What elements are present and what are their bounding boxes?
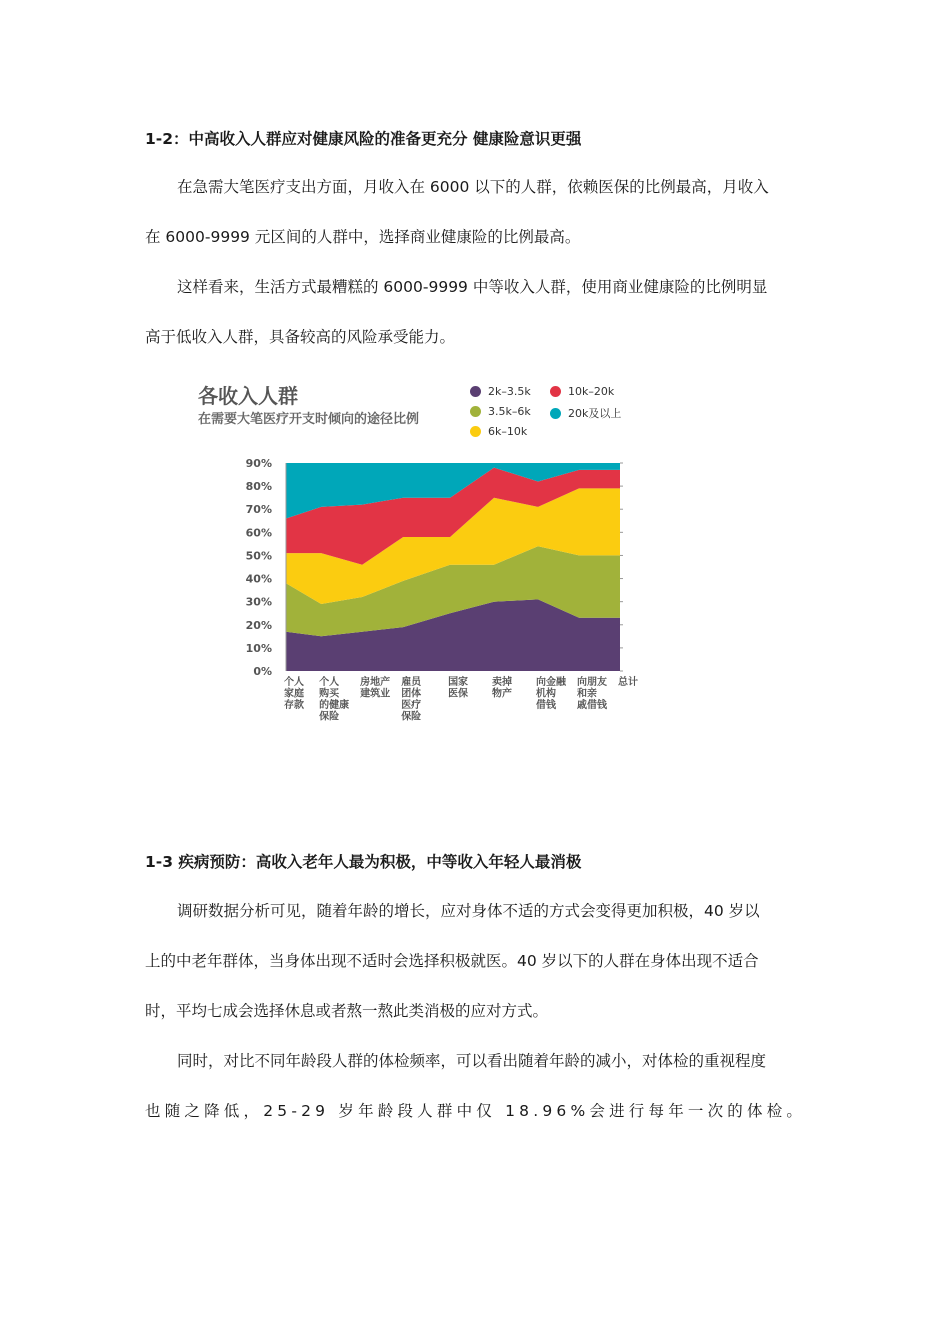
paragraph-line: 上的中老年群体，当身体出现不适时会选择积极就医。40 岁以下的人群在身体出现不适合: [145, 952, 759, 970]
income-chart-figure: [190, 376, 638, 723]
section-heading-1-3: 1-3 疾病预防：高收入老年人最为积极，中等收入年轻人最消极: [145, 853, 582, 871]
legend-label: 2k–3.5k: [488, 385, 531, 398]
x-tick-label: 雇员团体医疗保险: [401, 677, 422, 723]
y-tick-label: 20%: [245, 618, 272, 632]
y-tick-label: 60%: [245, 526, 272, 540]
y-tick-label: 50%: [245, 549, 272, 563]
paragraph-line: 调研数据分析可见，随着年龄的增长，应对身体不适的方式会变得更加积极，40 岁以: [177, 902, 760, 920]
legend-label: 3.5k–6k: [488, 405, 531, 418]
x-tick-label: 房地产建筑业: [360, 677, 391, 700]
section-heading-1-2: 1-2：中高收入人群应对健康风险的准备更充分 健康险意识更强: [145, 130, 582, 148]
paragraph-line: 这样看来，生活方式最糟糕的 6000-9999 中等收入人群，使用商业健康险的比例明显: [177, 278, 768, 296]
paragraph-line: 也随之降低，25-29 岁年龄段人群中仅 18.96%会进行每年一次的体检。: [145, 1102, 807, 1120]
legend-label: 10k–20k: [568, 385, 615, 398]
x-tick-label: 向朋友和亲戚借钱: [576, 677, 607, 711]
x-tick-label: 向金融机构借钱: [535, 677, 566, 711]
paragraph-line: 在 6000-9999 元区间的人群中，选择商业健康险的比例最高。: [145, 228, 581, 246]
paragraph-line: 高于低收入人群，具备较高的风险承受能力。: [145, 328, 456, 346]
paragraph-line: 时，平均七成会选择休息或者熬一熬此类消极的应对方式。: [145, 1002, 549, 1020]
chart-title: 各收入人群: [198, 384, 298, 408]
y-tick-label: 90%: [245, 457, 272, 470]
y-tick-label: 30%: [245, 595, 272, 609]
y-tick-label: 80%: [245, 480, 272, 494]
paragraph-line: 在急需大笔医疗支出方面，月收入在 6000 以下的人群，依赖医保的比例最高，月收入: [177, 178, 769, 196]
x-tick-label: 个人家庭存款: [284, 677, 304, 711]
y-tick-label: 40%: [245, 572, 272, 586]
y-tick-label: 10%: [245, 641, 272, 655]
legend-label: 6k–10k: [488, 425, 528, 438]
x-tick-label: 个人购买的健康保险: [319, 677, 350, 723]
stacked-area-chart: [190, 376, 638, 723]
x-tick-label: 国家医保: [448, 677, 469, 700]
x-tick-label: 总计: [618, 677, 638, 688]
chart-subtitle: 在需要大笔医疗开支时倾向的途径比例: [198, 412, 420, 427]
paragraph-line: 同时，对比不同年龄段人群的体检频率，可以看出随着年龄的减小，对体检的重视程度: [177, 1052, 767, 1070]
x-tick-label: 卖掉物产: [492, 677, 513, 700]
legend-label: 20k及以上: [568, 407, 622, 420]
y-tick-label: 70%: [245, 503, 272, 517]
y-tick-label: 0%: [253, 665, 272, 678]
